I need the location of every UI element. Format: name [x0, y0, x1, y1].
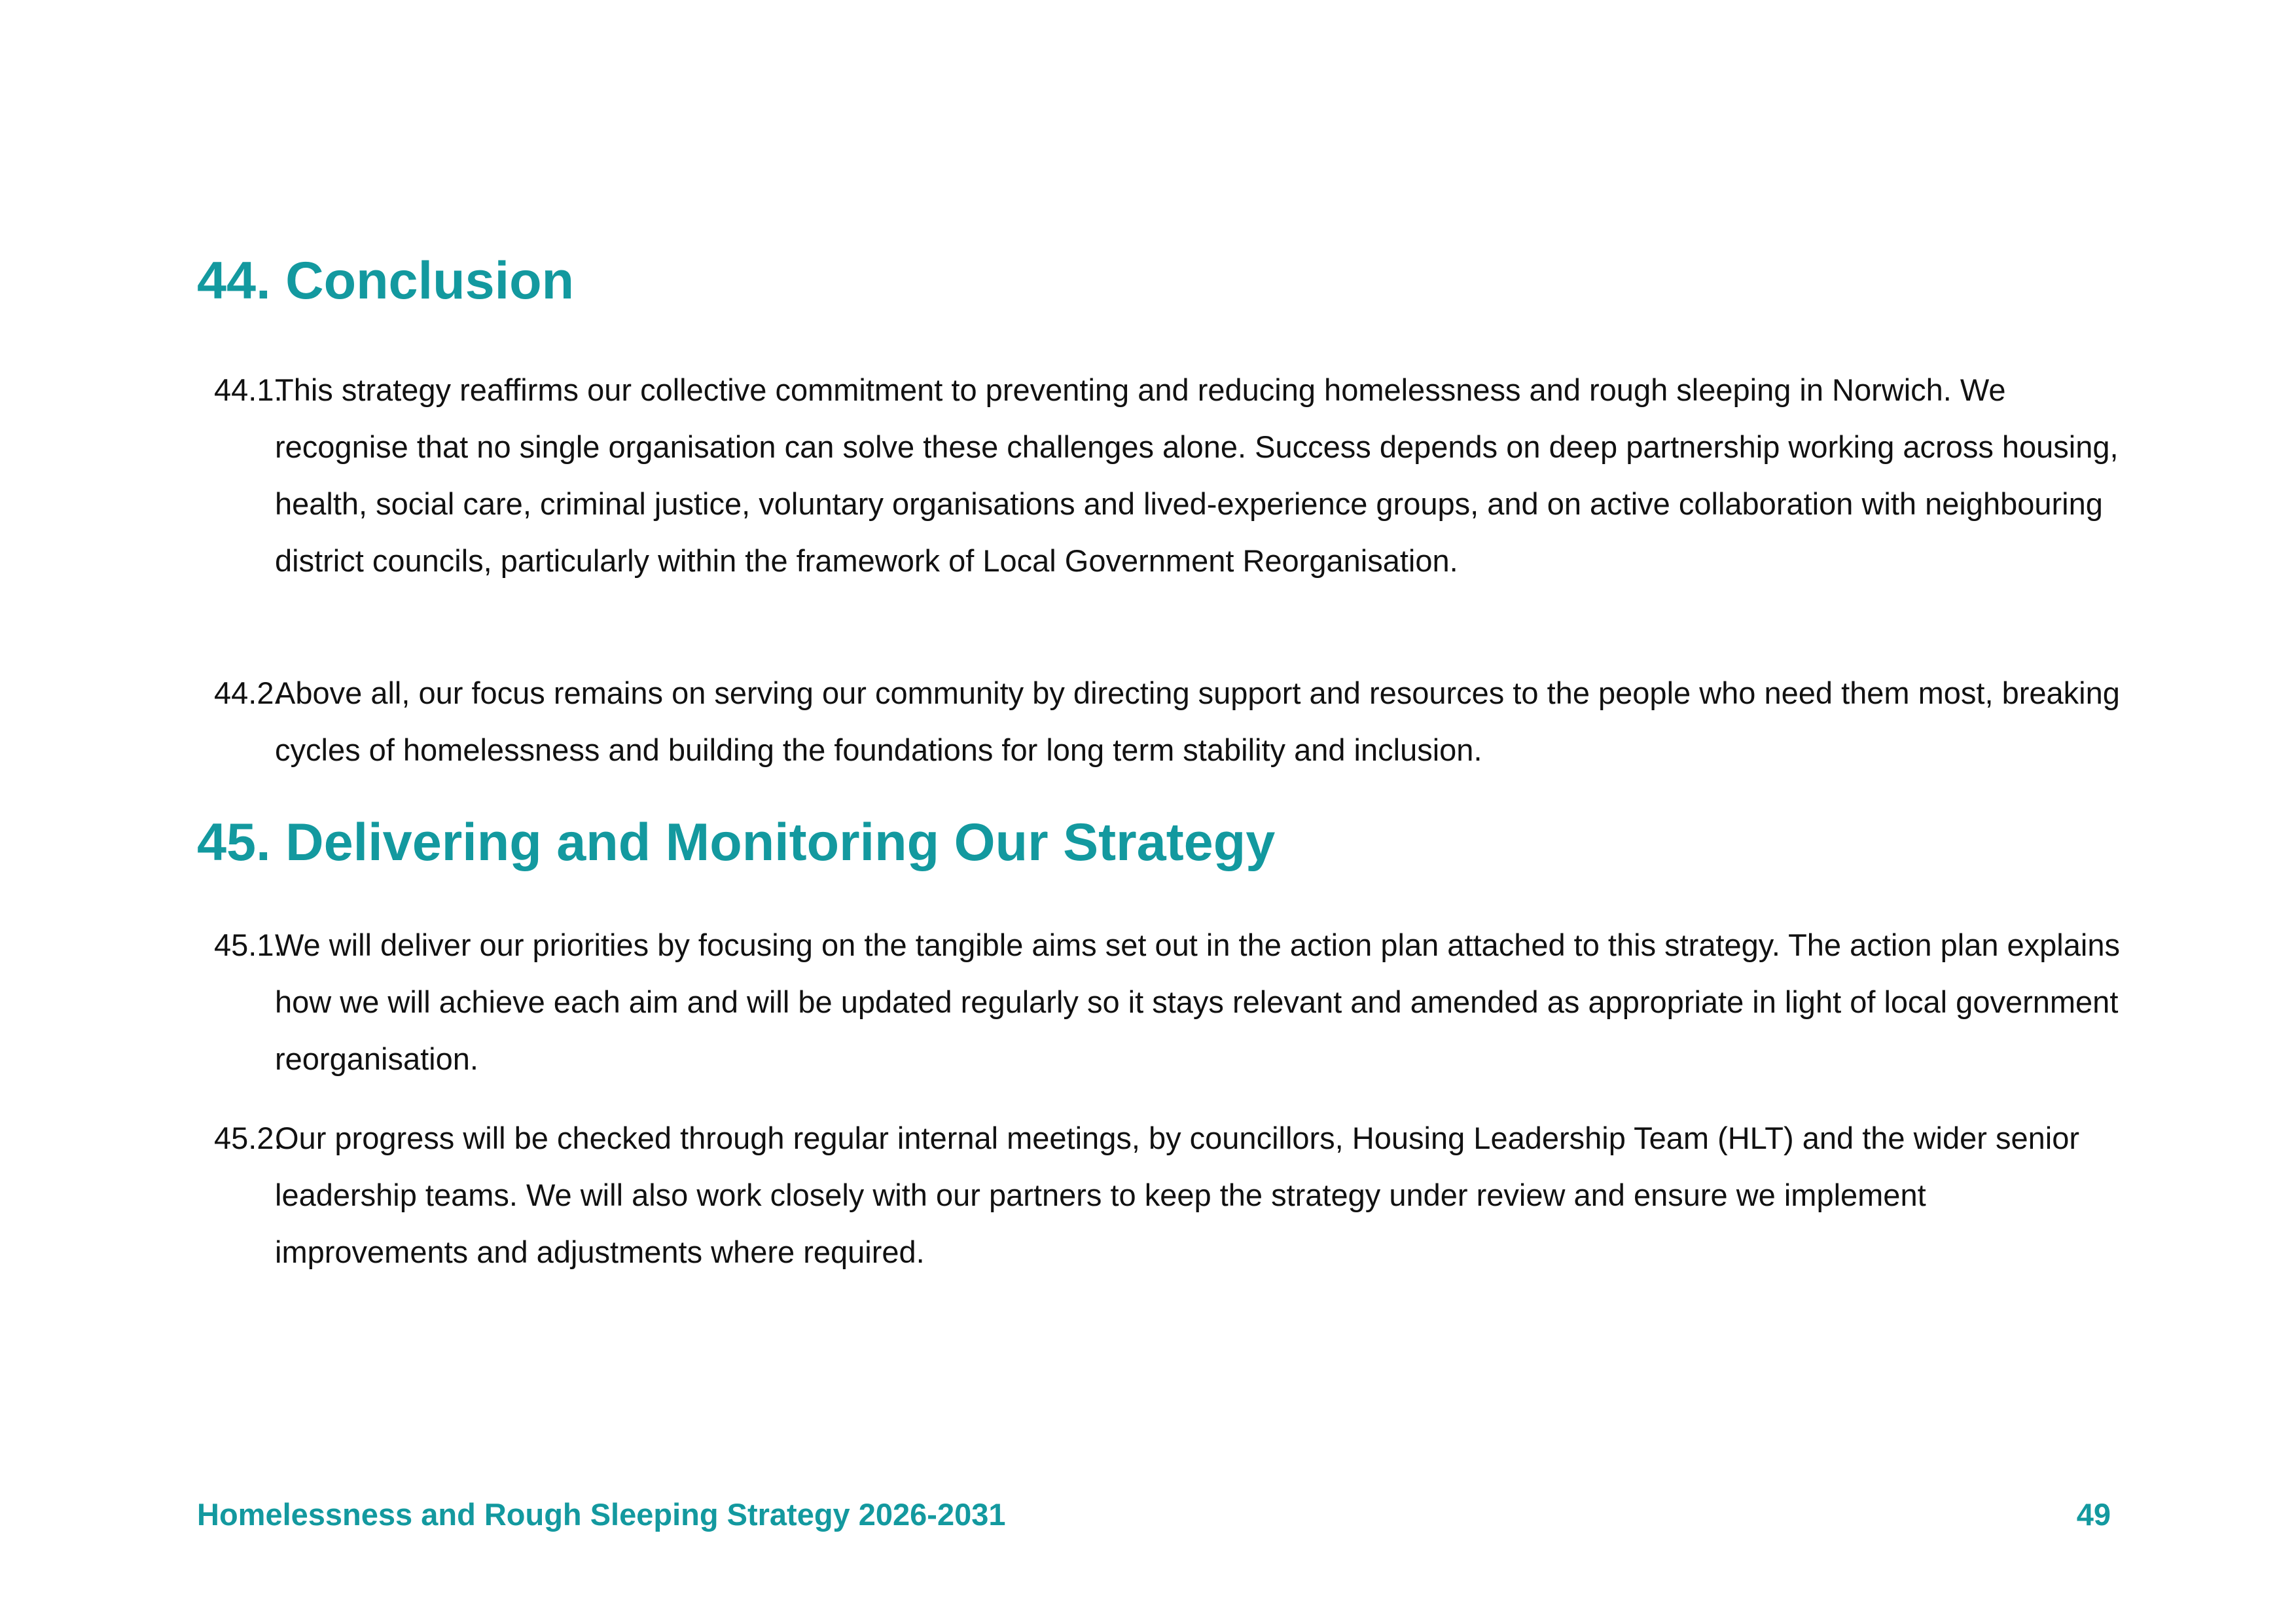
- paragraph-text: Our progress will be checked through regular internal meetings, by councillors, Housing Leadership Team (HLT) and the wider senior leadership teams. We will also work closely with our partners to keep the strategy under review and ensure we implement improvements and adjustments where required.: [275, 1121, 2079, 1269]
- paragraph-45-1: [214, 916, 2127, 1087]
- paragraph-number: 44.1.: [214, 372, 283, 407]
- paragraph-44-1: [214, 361, 2127, 589]
- paragraph-text: Above all, our focus remains on serving our community by directing support and resources to the people who need them most, breaking cycles of homelessness and building the foundations for long term stability and inclusion.: [275, 676, 2120, 767]
- footer-page-number: 49: [2076, 1497, 2111, 1532]
- paragraph-text: This strategy reaffirms our collective commitment to preventing and reducing homelessness and rough sleeping in Norwich. We recognise that no single organisation can solve these challenges alone. Success depends on deep partnership working across housing, health, social care, criminal justice, voluntary organisations and lived-experience groups, and on active collaboration with neighbouring district councils, particularly within the framework of Local Government Reorganisation.: [275, 372, 2119, 578]
- footer-document-title: Homelessness and Rough Sleeping Strategy 2026-2031: [197, 1497, 1006, 1532]
- paragraph-number: 45.1.: [214, 928, 283, 962]
- section-heading-conclusion: 44. Conclusion: [197, 251, 575, 310]
- paragraph-44-2: [214, 664, 2127, 778]
- paragraph-text: We will deliver our priorities by focusing on the tangible aims set out in the action plan attached to this strategy. The action plan explains how we will achieve each aim and will be updated regularly so it stays relevant and amended as appropriate in light of local government reorganisation.: [275, 928, 2120, 1076]
- paragraph-number: 45.2.: [214, 1121, 283, 1155]
- section-heading-delivering-monitoring: 45. Delivering and Monitoring Our Strategy: [197, 813, 1276, 872]
- paragraph-number: 44.2.: [214, 676, 283, 710]
- paragraph-45-2: [214, 1110, 2127, 1280]
